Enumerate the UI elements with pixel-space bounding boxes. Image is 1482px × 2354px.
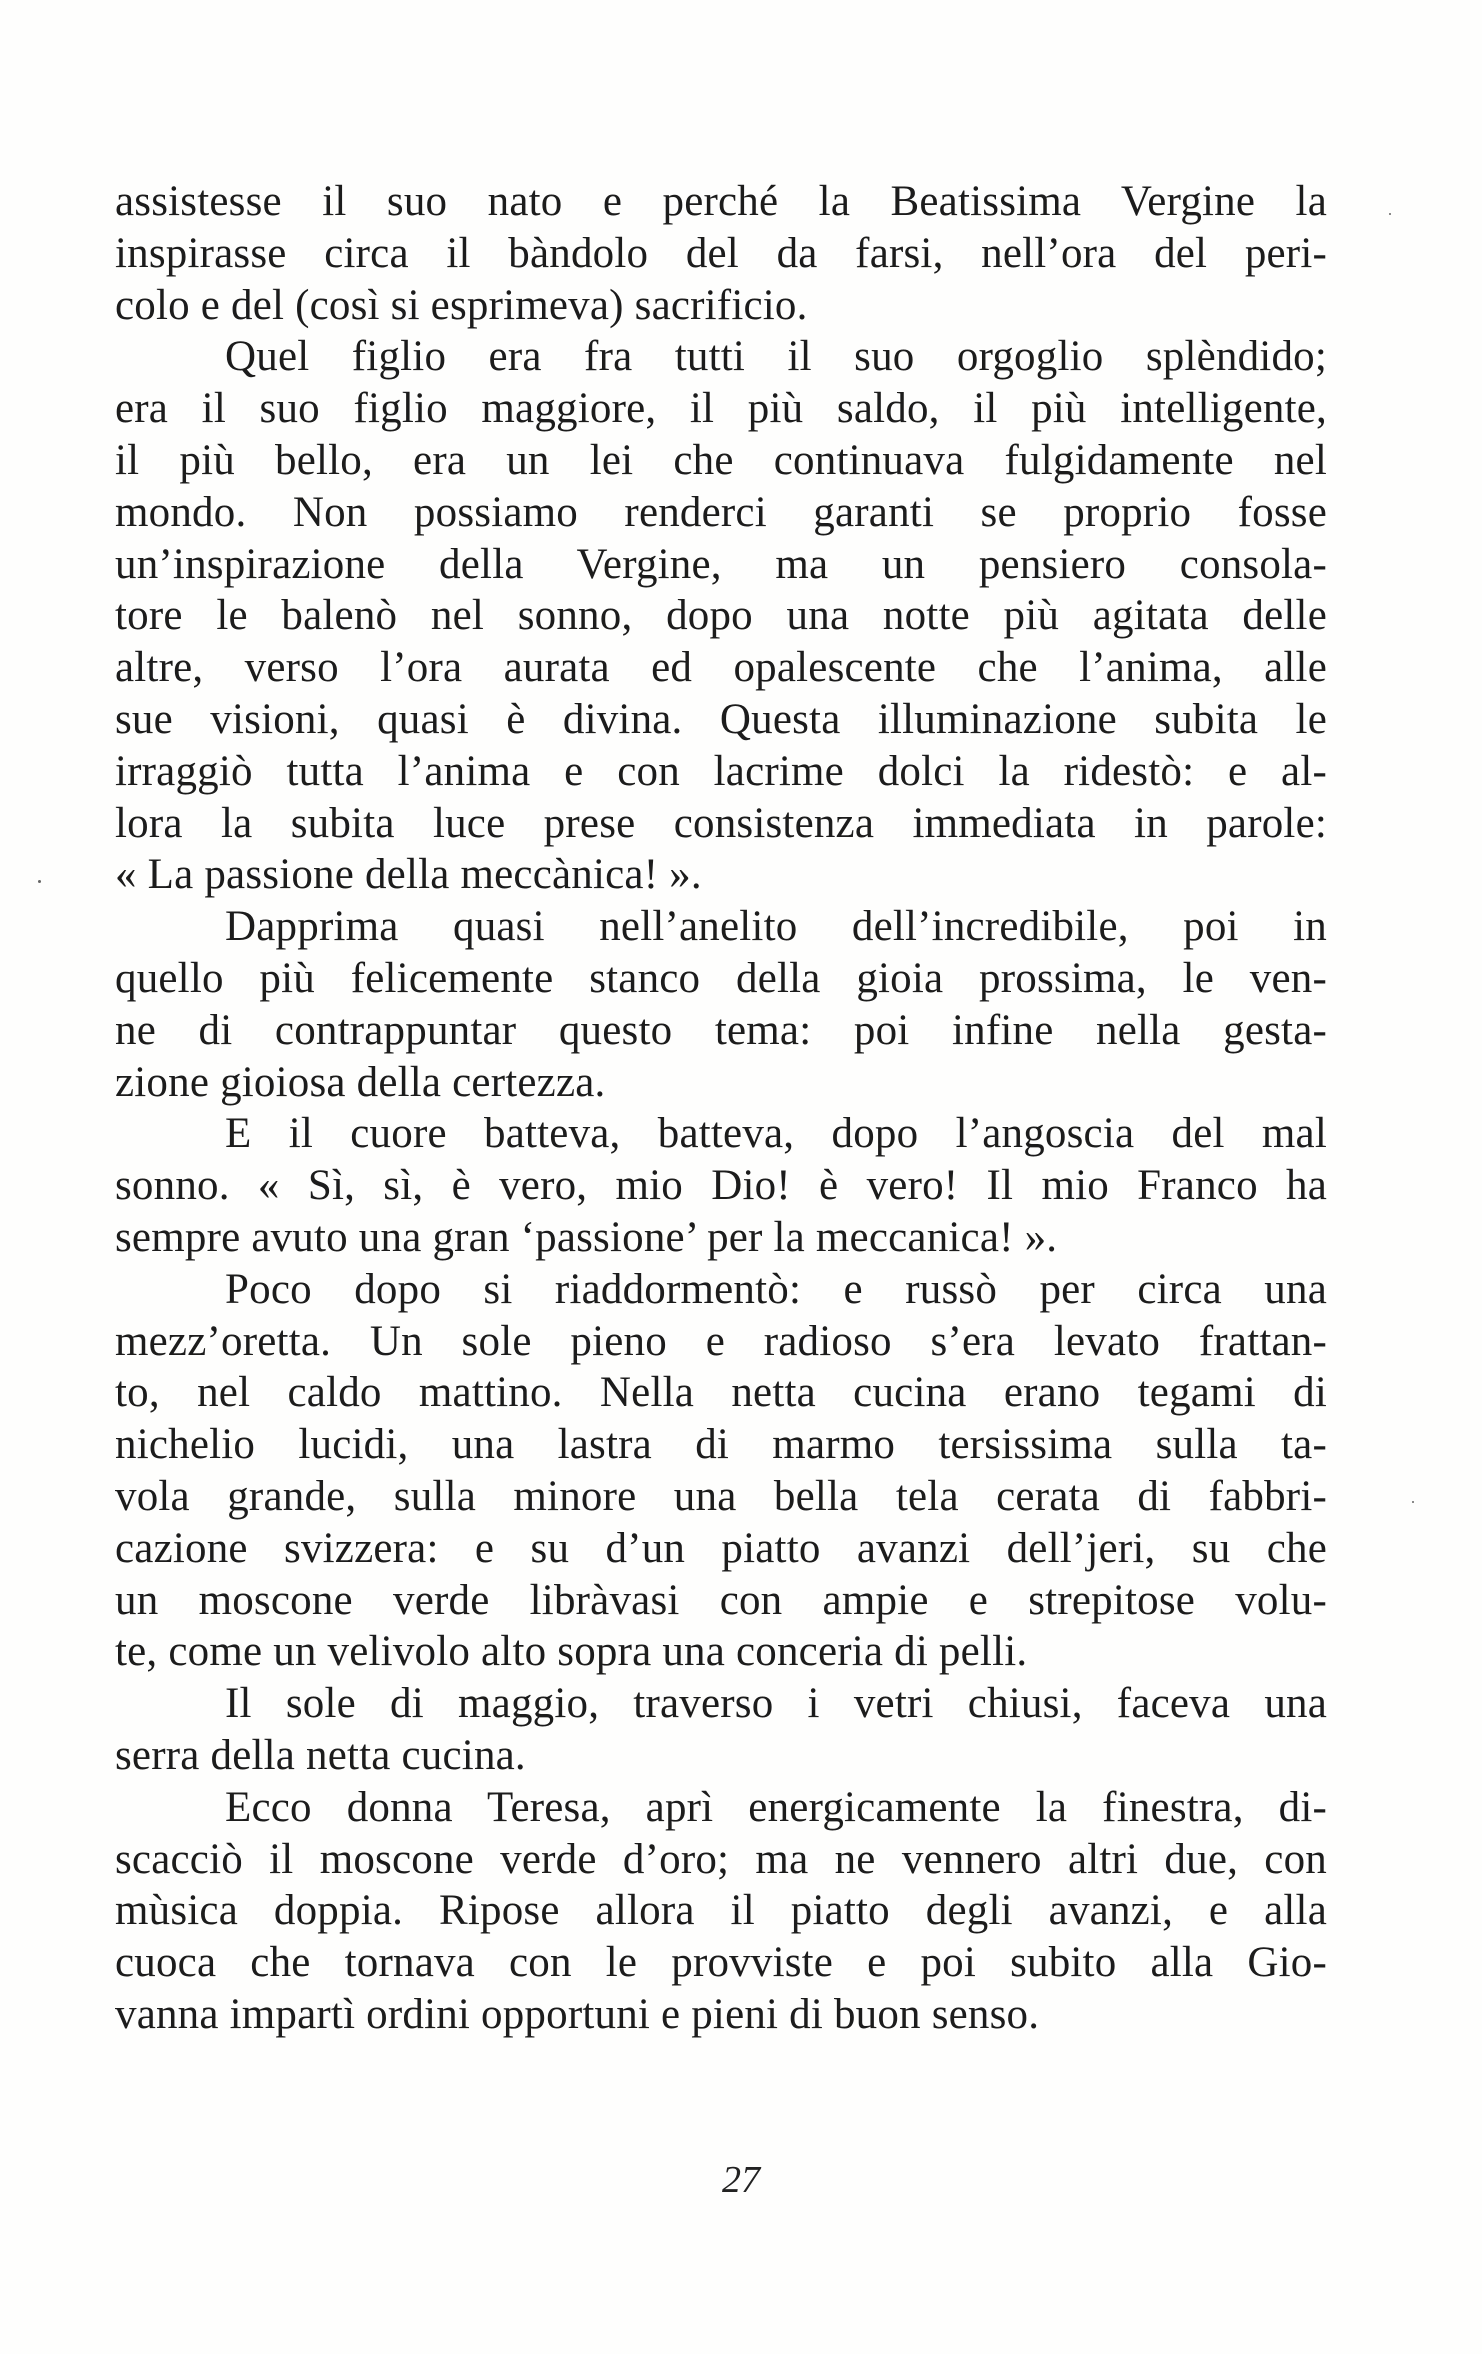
text-line: mondo. Non possiamo renderci garanti se proprio fosse (115, 488, 1327, 536)
text-line: ne di contrappuntar questo tema: poi infine nella gesta- (115, 1006, 1327, 1054)
text-line: lora la subita luce prese consistenza immediata in parole: (115, 799, 1327, 847)
scan-speck (1412, 1501, 1414, 1503)
text-line: mùsica doppia. Ripose allora il piatto degli avanzi, e alla (115, 1887, 1327, 1935)
text-line: colo e del (così si esprimeva) sacrificio. (115, 281, 808, 329)
text-line: un moscone verde libràvasi con ampie e strepitose volu- (115, 1576, 1327, 1624)
text-line: sonno. « Sì, sì, è vero, mio Dio! è vero! Il mio Franco ha (115, 1162, 1327, 1210)
text-line: Il sole di maggio, traverso i vetri chiusi, faceva una (225, 1680, 1327, 1728)
text-line: inspirasse circa il bàndolo del da farsi, nell’ora del peri- (115, 229, 1327, 277)
text-line: Poco dopo si riaddormentò: e russò per circa una (225, 1265, 1327, 1313)
page-number: 27 (722, 2159, 760, 2201)
text-line: sue visioni, quasi è divina. Questa illuminazione subita le (115, 695, 1327, 743)
body-text (115, 176, 1327, 2041)
text-line: scacciò il moscone verde d’oro; ma ne vennero altri due, con (115, 1835, 1327, 1883)
text-line: quello più felicemente stanco della gioia prossima, le ven- (115, 954, 1327, 1002)
text-line: vanna impartì ordini opportuni e pieni di buon senso. (115, 1990, 1040, 2038)
text-line: te, come un velivolo alto sopra una conceria di pelli. (115, 1628, 1028, 1676)
text-line: assistesse il suo nato e perché la Beatissima Vergine la (115, 178, 1327, 225)
text-line: serra della netta cucina. (115, 1731, 526, 1779)
text-line: altre, verso l’ora aurata ed opalescente che l’anima, alle (115, 644, 1327, 692)
text-line: vola grande, sulla minore una bella tela cerata di fabbri- (115, 1472, 1327, 1520)
scan-speck (1389, 213, 1391, 215)
text-line: un’inspirazione della Vergine, ma un pensiero consola- (115, 540, 1327, 588)
text-line: il più bello, era un lei che continuava fulgidamente nel (115, 436, 1327, 484)
text-line: Quel figlio era fra tutti il suo orgoglio splèndido; (225, 333, 1327, 381)
text-line: tore le balenò nel sonno, dopo una notte più agitata delle (115, 592, 1327, 640)
scan-speck (38, 880, 41, 883)
text-line: E il cuore batteva, batteva, dopo l’angoscia del mal (225, 1110, 1327, 1158)
text-line: « La passione della meccànica! ». (115, 851, 702, 899)
text-line: to, nel caldo mattino. Nella netta cucina erano tegami di (115, 1369, 1327, 1417)
text-line: sempre avuto una gran ‘passione’ per la meccanica! ». (115, 1213, 1058, 1261)
text-line: Dapprima quasi nell’anelito dell’incredibile, poi in (225, 903, 1327, 951)
text-line: era il suo figlio maggiore, il più saldo, il più intelligente, (115, 385, 1327, 433)
text-line: cuoca che tornava con le provviste e poi subito alla Gio- (115, 1939, 1327, 1987)
text-line: mezz’oretta. Un sole pieno e radioso s’era levato frattan- (115, 1317, 1327, 1365)
text-line: nichelio lucidi, una lastra di marmo tersissima sulla ta- (115, 1421, 1327, 1469)
text-line: zione gioiosa della certezza. (115, 1058, 606, 1106)
text-line: irraggiò tutta l’anima e con lacrime dolci la ridestò: e al- (115, 747, 1327, 795)
text-line: cazione svizzera: e su d’un piatto avanzi dell’jeri, su che (115, 1524, 1327, 1572)
text-line: Ecco donna Teresa, aprì energicamente la finestra, di- (225, 1783, 1327, 1831)
